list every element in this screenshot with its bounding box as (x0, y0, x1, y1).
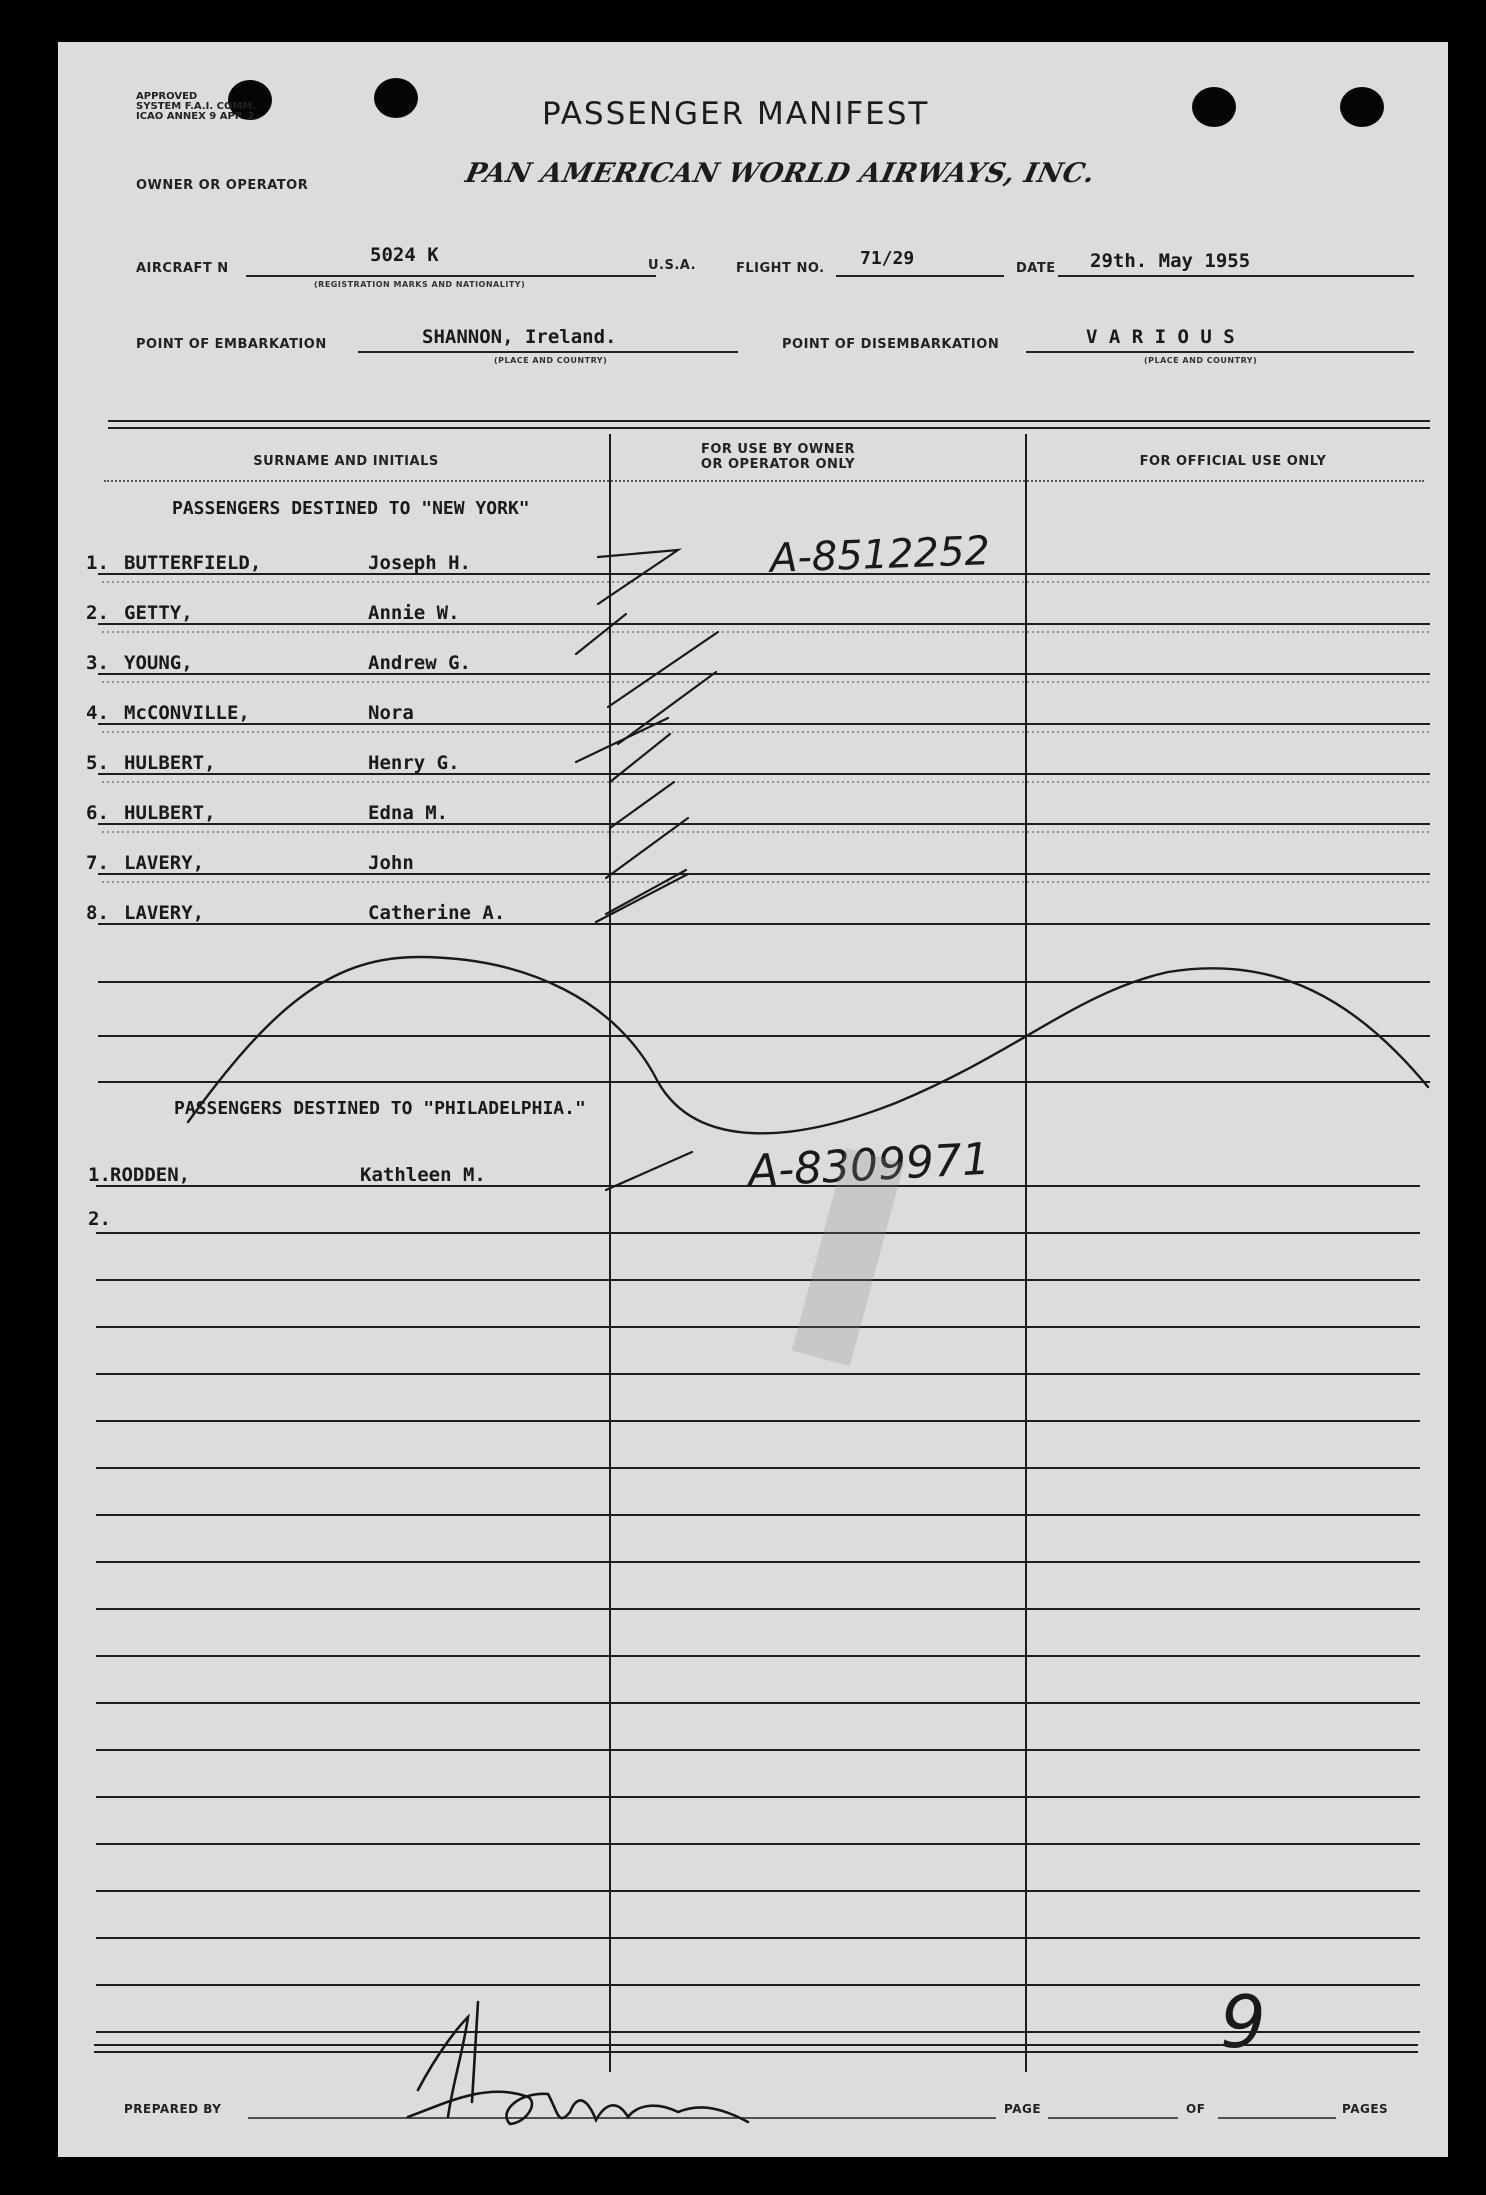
column-head-owner: FOR USE BY OWNER OR OPERATOR ONLY (700, 442, 856, 472)
passenger-given: Henry G. (368, 752, 460, 774)
passenger-given: Nora (368, 702, 414, 724)
strike-through-wave (188, 957, 1428, 1133)
owner-label: OWNER OR OPERATOR (136, 178, 309, 193)
country-label: U.S.A. (648, 258, 697, 273)
check-mark (606, 818, 688, 878)
passenger-surname: LAVERY, (124, 852, 205, 874)
embarkation-label: POINT OF EMBARKATION (136, 337, 327, 352)
page-title: PASSENGER MANIFEST (542, 96, 930, 132)
row-number: 2. (86, 602, 109, 624)
passenger-surname: BUTTERFIELD, (124, 552, 262, 574)
disembarkation-label: POINT OF DISEMBARKATION (782, 337, 1000, 352)
check-mark (576, 614, 626, 654)
flight-label: FLIGHT NO. (736, 261, 825, 276)
disembarkation-value: V A R I O U S (1086, 326, 1235, 348)
passenger-given: John (368, 852, 414, 874)
column-head-official: FOR OFFICIAL USE ONLY (1139, 454, 1327, 469)
row-number: 6. (86, 802, 109, 824)
page-number-handwritten: 9 (1220, 1980, 1266, 2064)
date-value: 29th. May 1955 (1090, 250, 1251, 272)
aircraft-sublabel: (REGISTRATION MARKS AND NATIONALITY) (314, 280, 526, 289)
check-mark (606, 870, 686, 914)
passenger-surname: HULBERT, (124, 752, 216, 774)
embarkation-sublabel: (PLACE AND COUNTRY) (494, 356, 608, 365)
check-mark (608, 632, 718, 707)
check-mark (610, 782, 674, 828)
pages-label: PAGES (1342, 2102, 1389, 2116)
check-mark (606, 1152, 692, 1190)
disembarkation-sublabel: (PLACE AND COUNTRY) (1144, 356, 1258, 365)
check-mark (598, 550, 678, 604)
signature (408, 2002, 748, 2124)
stamp-smudge (792, 1148, 904, 1366)
passenger-given: Edna M. (368, 802, 449, 824)
passenger-surname: LAVERY, (124, 902, 205, 924)
of-label: OF (1186, 2102, 1206, 2116)
approval-line: ICAO ANNEX 9 APP. 2 (136, 111, 255, 122)
handwritten-annotation: A-8512252 (769, 528, 991, 582)
passenger-surname: GETTY, (124, 602, 193, 624)
approval-line: SYSTEM F.A.I. COMM. (136, 101, 257, 112)
row-number: 4. (86, 702, 109, 724)
owner-value: PAN AMERICAN WORLD AIRWAYS, INC. (462, 158, 1098, 189)
column-head-names: SURNAME AND INITIALS (253, 454, 439, 469)
passenger-given: Catherine A. (368, 902, 506, 924)
passenger-surname: YOUNG, (124, 652, 193, 674)
row-number: 1. (88, 1164, 111, 1186)
date-label: DATE (1016, 261, 1056, 276)
row-number: 8. (86, 902, 109, 924)
approval-line: APPROVED (136, 91, 198, 102)
passenger-given: Kathleen M. (360, 1164, 486, 1186)
handwritten-annotation: A-8309971 (746, 1133, 992, 1198)
group-heading: PASSENGERS DESTINED TO "PHILADELPHIA." (174, 1098, 586, 1119)
passenger-surname: RODDEN, (110, 1164, 191, 1186)
aircraft-label: AIRCRAFT N (136, 261, 229, 276)
check-mark (618, 672, 716, 744)
passenger-surname: HULBERT, (124, 802, 216, 824)
row-number: 1. (86, 552, 109, 574)
row-number: 2. (88, 1208, 111, 1230)
embarkation-value: SHANNON, Ireland. (422, 326, 617, 348)
passenger-surname: McCONVILLE, (124, 702, 250, 724)
group-heading: PASSENGERS DESTINED TO "NEW YORK" (172, 498, 530, 519)
check-mark (596, 874, 688, 922)
ink-layer (58, 42, 1448, 2157)
aircraft-value: 5024 K (370, 244, 439, 266)
row-number: 7. (86, 852, 109, 874)
flight-value: 71/29 (860, 248, 915, 269)
row-number: 5. (86, 752, 109, 774)
page-label: PAGE (1004, 2102, 1042, 2116)
prepared-by-label: PREPARED BY (124, 2102, 222, 2116)
passenger-given: Andrew G. (368, 652, 471, 674)
row-number: 3. (86, 652, 109, 674)
passenger-given: Joseph H. (368, 552, 471, 574)
passenger-given: Annie W. (368, 602, 460, 624)
manifest-sheet (58, 42, 1448, 2157)
